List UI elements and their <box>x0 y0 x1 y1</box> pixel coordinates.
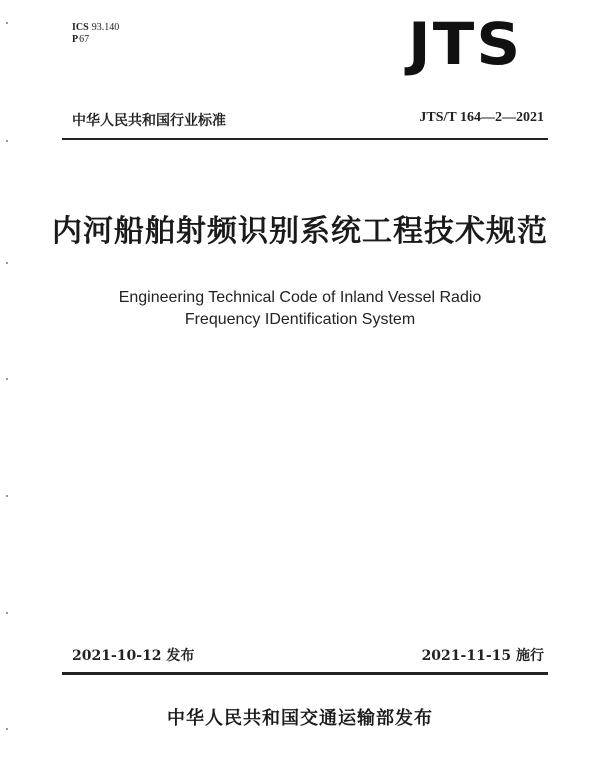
title-english <box>0 287 600 331</box>
header-divider <box>62 138 548 140</box>
binding-mark <box>6 22 8 24</box>
footer-divider <box>62 672 548 675</box>
binding-mark <box>6 378 8 380</box>
classification-codes <box>72 22 119 46</box>
p-value: 67 <box>79 34 90 45</box>
binding-mark <box>6 495 8 497</box>
binding-mark <box>6 728 8 730</box>
binding-mark <box>6 140 8 142</box>
ics-code <box>72 22 119 34</box>
ics-label: ICS <box>72 22 89 33</box>
standard-category: 中华人民共和国行业标准 <box>72 113 226 129</box>
ics-value: 93.140 <box>91 22 120 33</box>
publish-date: 2021-10-12 发布 <box>72 648 195 664</box>
issuing-authority: 中华人民共和国交通运输部发布 <box>167 708 433 729</box>
p-code <box>72 34 119 46</box>
implement-date: 2021-11-15 施行 <box>421 648 544 664</box>
binding-mark <box>6 612 8 614</box>
binding-mark <box>6 262 8 264</box>
p-label: P <box>72 34 79 45</box>
title-chinese: 内河船舶射频识别系统工程技术规范 <box>52 214 548 249</box>
standard-number: JTS/T 164—2—2021 <box>419 110 544 125</box>
title-english-line1: Engineering Technical Code of Inland Vessel Radio <box>118 289 482 306</box>
jts-logo: JTS <box>408 10 523 78</box>
title-english-line2: Frequency IDentification System <box>184 311 416 328</box>
